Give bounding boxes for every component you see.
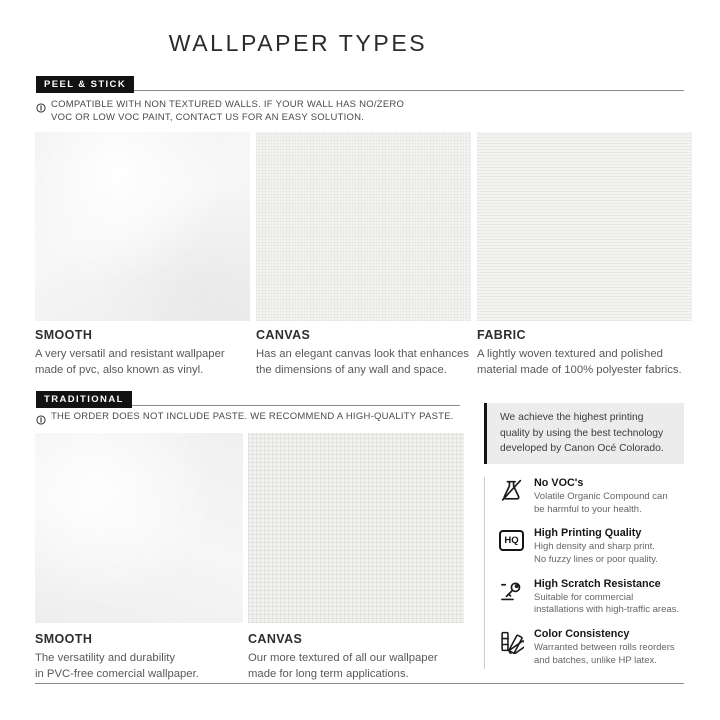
traditional-note [36,411,454,430]
hq-badge-icon: HQ [498,527,525,568]
page-title: WALLPAPER TYPES [168,30,428,56]
printing-quality-quote: We achieve the highest printing quality by using the best technology developed by Canon Océ Colorado. [484,403,684,464]
peel-stick-note-text: COMPATIBLE WITH NON TEXTURED WALLS. IF YOUR WALL HAS NO/ZERO VOC OR LOW VOC PAINT, CONTACT US FOR AN EASY SOLUTION. [51,99,405,123]
type-desc-canvas-traditional: Our more textured of all our wallpaper made for long term applications. [248,652,438,680]
type-name-canvas-traditional: CANVAS [248,632,303,646]
bottom-divider [35,683,684,684]
feature-no-voc-text: No VOC's Volatile Organic Compound can be harmful to your health. [534,477,668,515]
type-name-canvas: CANVAS [256,328,311,342]
swatch-smooth-traditional [35,433,243,623]
type-smooth-traditional [35,632,243,682]
feature-no-voc [498,477,684,518]
peel-stick-note [36,99,404,124]
peel-stick-labels [35,328,692,378]
swatch-canvas-traditional [248,433,464,623]
type-desc-fabric: A lightly woven textured and polished material made of 100% polyester fabrics. [477,348,682,376]
feature-color-text: Color Consistency Warranted between rolls reorders and batches, unlike HP latex. [534,627,675,666]
feature-scratch-resistance [498,578,684,619]
traditional-badge: TRADITIONAL [36,391,132,408]
no-voc-flask-icon [498,477,525,518]
type-canvas-traditional [248,632,464,682]
traditional-note-text: THE ORDER DOES NOT INCLUDE PASTE. WE RECOMMEND A HIGH-QUALITY PASTE. [51,411,454,422]
color-swatch-fan-icon [498,628,525,669]
traditional-section-header [36,389,460,406]
type-name-smooth-traditional: SMOOTH [35,632,93,646]
type-name-fabric: FABRIC [477,328,526,342]
swatch-fabric-peel-stick [477,132,692,321]
feature-color-consistency [498,628,684,669]
type-canvas [256,328,471,378]
info-icon [36,412,46,430]
type-desc-canvas: Has an elegant canvas look that enhances the dimensions of any wall and space. [256,348,469,376]
swatch-smooth-peel-stick [35,132,250,321]
swatch-canvas-peel-stick [256,132,471,321]
peel-stick-section-header [36,74,684,91]
type-smooth [35,328,250,378]
peel-stick-badge: PEEL & STICK [36,76,134,93]
feature-hq-text: High Printing Quality High density and sharp print. No fuzzy lines or poor quality. [534,527,658,566]
feature-scratch-text: High Scratch Resistance Suitable for commercial installations with high-traffic areas. [534,577,680,616]
key-scratch-icon [498,578,525,619]
type-name-smooth: SMOOTH [35,328,93,342]
feature-high-printing-quality [498,527,684,568]
type-desc-smooth-traditional: The versatility and durability in PVC-free comercial wallpaper. [35,652,199,680]
type-fabric [477,328,692,378]
info-icon [36,100,46,125]
type-desc-smooth: A very versatil and resistant wallpaper made of pvc, also known as vinyl. [35,348,225,376]
peel-stick-swatches [35,132,692,321]
printing-features-list [484,477,684,669]
traditional-labels [35,632,464,682]
traditional-swatches [35,433,464,623]
